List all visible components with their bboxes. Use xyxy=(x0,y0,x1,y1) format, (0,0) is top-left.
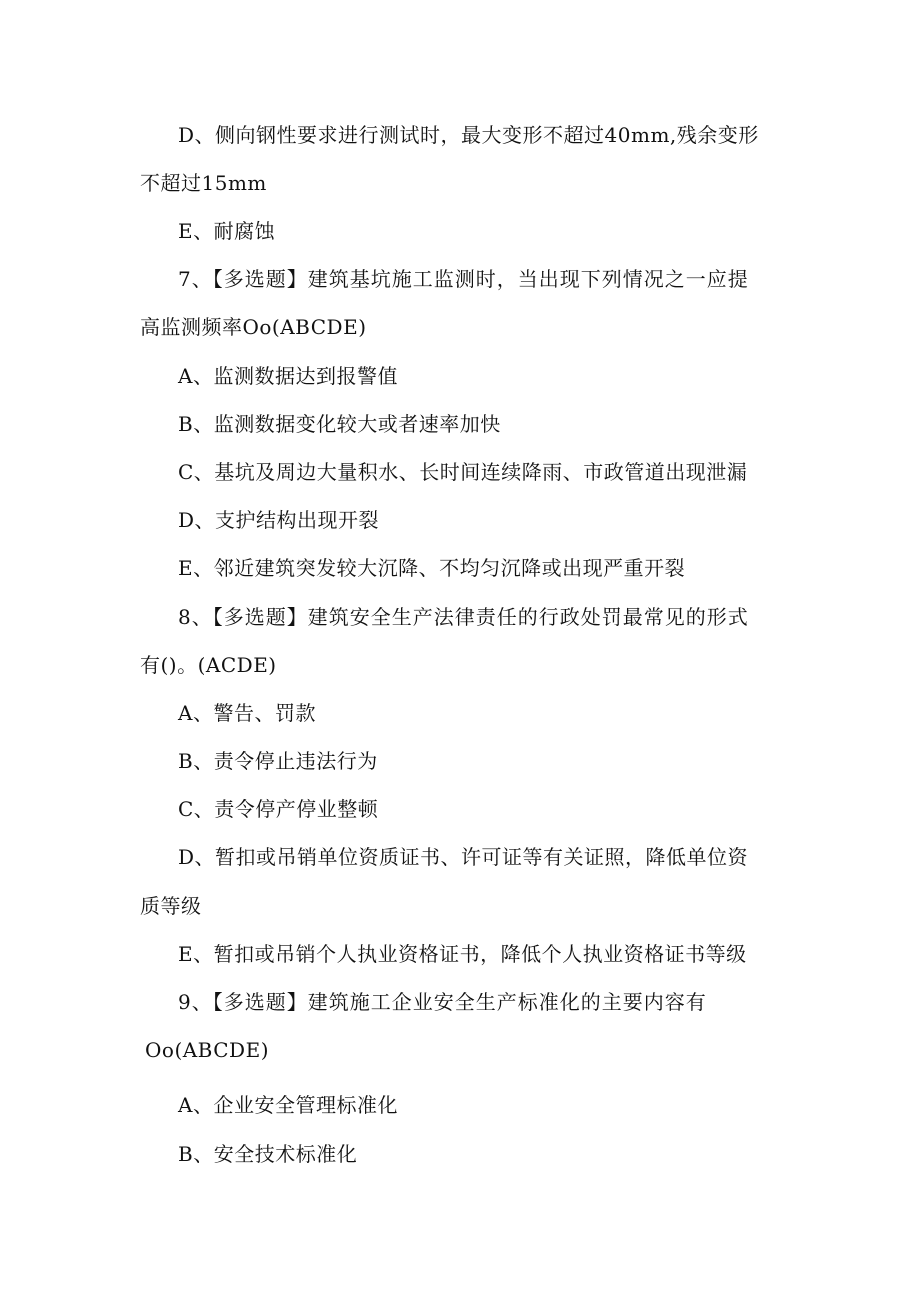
q9-title-line2: Oo(ABCDE) xyxy=(145,1038,269,1062)
q8-title-line1: 8、【多选题】建筑安全生产法律责任的行政处罚最常见的形式 xyxy=(178,605,749,629)
q9-option-b: B、安全技术标准化 xyxy=(178,1142,358,1166)
q7-option-c: C、基坑及周边大量积水、长时间连续降雨、市政管道出现泄漏 xyxy=(178,460,748,484)
q7-title-line2: 高监测频率Oo(ABCDE) xyxy=(140,315,367,339)
q7-title-line1: 7、【多选题】建筑基坑施工监测时，当出现下列情况之一应提 xyxy=(178,267,749,291)
q7-option-a: A、监测数据达到报警值 xyxy=(178,364,398,388)
q7-option-b: B、监测数据变化较大或者速率加快 xyxy=(178,412,501,436)
q6-option-d-line1: D、侧向钢性要求进行测试时，最大变形不超过40mm,残余变形 xyxy=(178,123,759,147)
q8-option-d-line1: D、暂扣或吊销单位资质证书、许可证等有关证照，降低单位资 xyxy=(178,845,749,869)
q7-option-d: D、支护结构出现开裂 xyxy=(178,508,380,532)
q9-option-a: A、企业安全管理标准化 xyxy=(178,1093,398,1117)
q8-option-e: E、暂扣或吊销个人执业资格证书，降低个人执业资格证书等级 xyxy=(178,942,747,966)
q8-title-line2: 有()。(ACDE) xyxy=(140,653,277,677)
q8-option-d-line2: 质等级 xyxy=(140,894,202,918)
q7-option-e: E、邻近建筑突发较大沉降、不均匀沉降或出现严重开裂 xyxy=(178,556,686,580)
q8-option-b: B、责令停止违法行为 xyxy=(178,749,378,773)
q6-option-d-line2: 不超过15mm xyxy=(140,171,267,195)
q9-title-line1: 9、【多选题】建筑施工企业安全生产标准化的主要内容有 xyxy=(178,990,707,1014)
q6-option-e: E、耐腐蚀 xyxy=(178,219,276,243)
q8-option-c: C、责令停产停业整顿 xyxy=(178,797,379,821)
q8-option-a: A、警告、罚款 xyxy=(178,701,316,725)
